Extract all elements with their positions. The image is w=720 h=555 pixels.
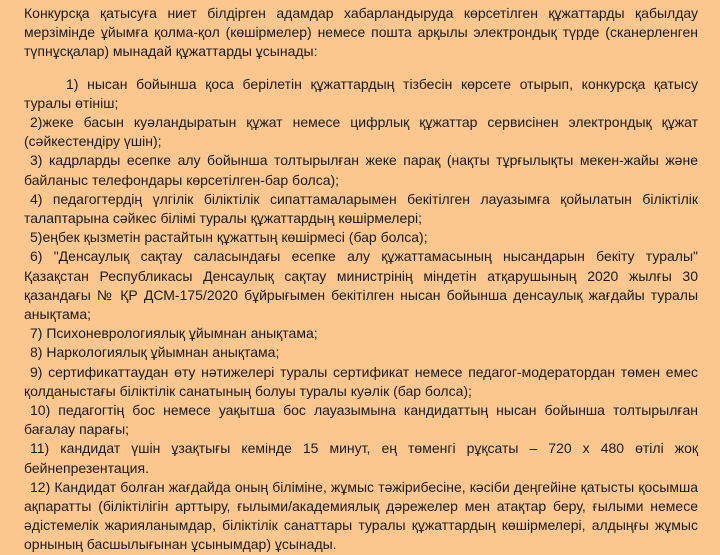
list-item: 2)жеке басын куәландыратын құжат немесе цифрлық құжаттар сервисінен электрондық құжат (сәйкестендіру үшін); <box>24 114 698 150</box>
list-item: 8) Наркологиялық ұйымнан анықтама; <box>30 344 280 361</box>
required-documents-list <box>24 75 698 555</box>
list-item: 4) педагогтердің үлгілік біліктілік сипаттамаларымен бекітілген лауазымға қойылатын біліктілік талаптарына сәйкес білімі туралы құжаттардың көшірмелері; <box>24 190 698 227</box>
list-item: 11) кандидат үшін ұзақтығы кемінде 15 минут, ең төменгі рұқсаты – 720 х 480 өтілі жоқ бейнепрезентация. <box>24 440 698 476</box>
list-item: 3) кадрларды есепке алу бойынша толтырылған жеке парақ (нақты тұрғылықты мекен-жайы және байланыс телефондары көрсетілген-бар болса); <box>24 152 698 188</box>
list-item: 9) сертификаттаудан өту нәтижелері туралы сертификат немесе педагог-модератордан төмен емес қолданыстағы біліктілік санатының болуы туралы куәлік (бар болса); <box>24 363 698 399</box>
list-item: 10) педагогтің бос немесе уақытша бос лауазымына кандидаттың нысан бойынша толтырылған бағалау парағы; <box>24 402 698 438</box>
list-item: 7) Психоневрологиялық ұйымнан анықтама; <box>30 325 318 342</box>
list-item: 5)еңбек қызметін растайтын құжаттың көшірмесі (бар болса); <box>30 229 428 246</box>
list-item: 6) "Денсаулық сақтау саласындағы есепке алу құжаттамасының нысандарын бекіту туралы" Қазақстан Республикасы Денсаулық сақтау министрінің міндетін атқарушының 2020 жылғы 30 қазандағы № ҚР ДСМ-175/2020 бұйрығымен бекітілген нысан бойынша денсаулық жағдайы туралы анықтама; <box>24 248 698 323</box>
list-item: 1) нысан бойынша қоса берілетін құжаттардың тізбесін көрсете отырып, конкурсқа қатысу туралы өтініш; <box>24 75 698 111</box>
list-item: 12) Кандидат болған жағдайда оның біліміне, жұмыс тәжірибесіне, кәсіби деңгейіне қатысты қосымша ақпаратты (біліктілігін арттыру, ғылыми/академиялық дәрежелер мен атақтар беру, ғылыми немесе әдістемелік жарияланымдар, біліктілік санаттары туралы құжаттардың көшірмелері, алдыңғы жұмыс орнының басшылығынан ұсынымдар) ұсынады. <box>24 478 698 553</box>
intro-paragraph: Конкурсқа қатысуға ниет білдірген адамдар хабарландыруда көрсетілген құжаттарды қабылдау мерзімінде ұйымға қолма-қол (көшірмелер) немесе пошта арқылы электрондық түрде (сканерленген түпнұсқалар) мынадай құжаттарды ұсынады: <box>24 5 698 60</box>
